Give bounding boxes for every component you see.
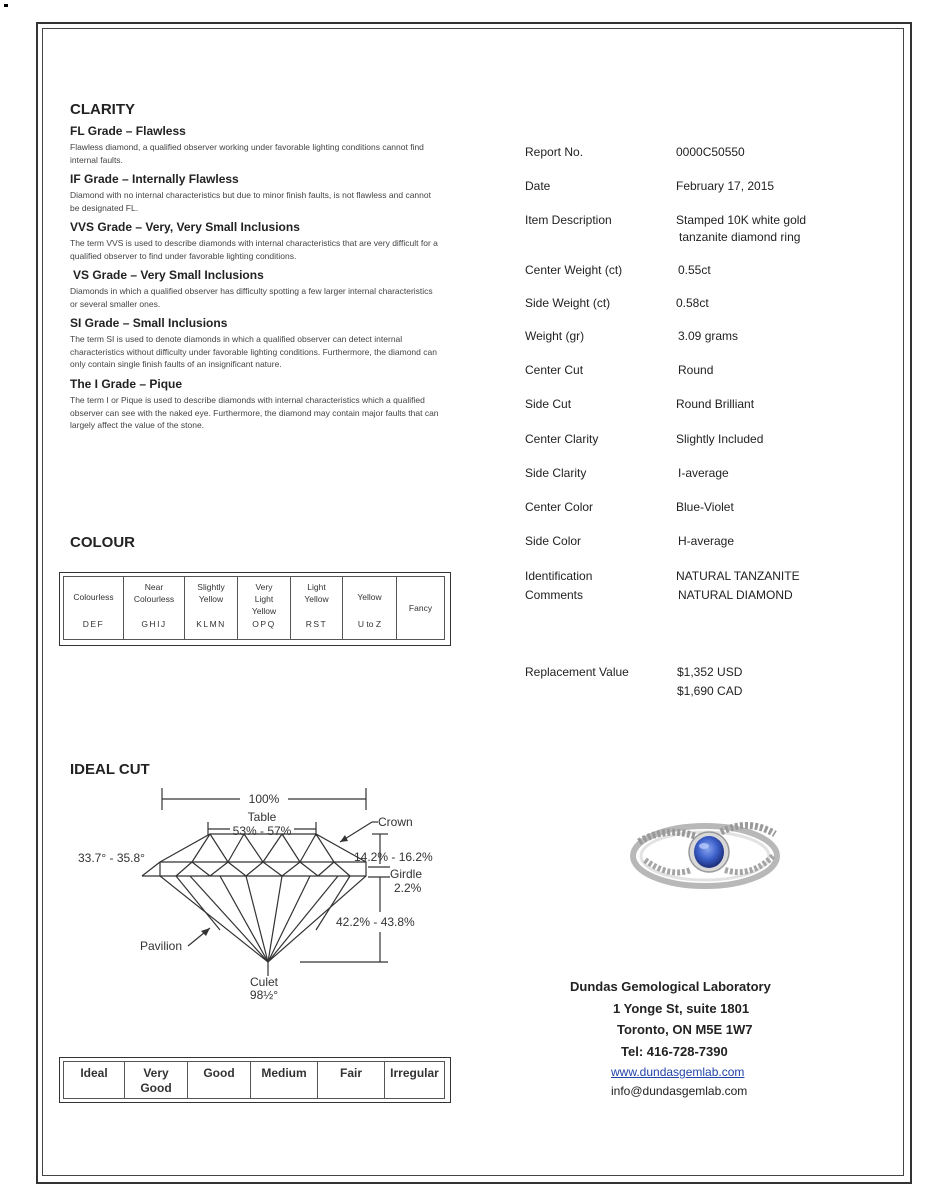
colour-cell bbox=[291, 577, 343, 639]
center-clarity-label: Center Clarity bbox=[525, 432, 599, 446]
report-no-value: 0000C50550 bbox=[676, 145, 745, 159]
item-description-value-2: tanzanite diamond ring bbox=[679, 230, 801, 244]
center-weight-label: Center Weight (ct) bbox=[525, 263, 623, 277]
colour-cell-letters: U to Z bbox=[357, 619, 382, 629]
diagram-culet-label: Culet bbox=[249, 975, 279, 989]
cut-grade-cell: Fair bbox=[318, 1062, 385, 1098]
lab-address-line-2: Toronto, ON M5E 1W7 bbox=[617, 1022, 753, 1037]
cut-grade-table bbox=[63, 1061, 445, 1099]
diagram-table-label: Table bbox=[247, 810, 277, 824]
date-label: Date bbox=[525, 179, 551, 193]
diagram-pavilion-depth: 42.2% - 43.8% bbox=[336, 915, 415, 929]
diagram-pavilion-label: Pavilion bbox=[140, 939, 183, 953]
colour-cell-label: Yellow bbox=[357, 592, 382, 602]
cut-grade-cell: Very Good bbox=[125, 1062, 188, 1098]
cut-grade-cell: Medium bbox=[251, 1062, 318, 1098]
grade-if-title: IF Grade – Internally Flawless bbox=[70, 172, 239, 186]
diagram-girdle-label: Girdle bbox=[390, 867, 423, 881]
colour-heading: COLOUR bbox=[70, 534, 135, 551]
clarity-heading: CLARITY bbox=[70, 101, 135, 118]
grade-if-desc: Diamond with no internal characteristics but due to minor finish faults, is not flawless and cannot be designated FL. bbox=[70, 190, 431, 213]
identification-value: NATURAL TANZANITE bbox=[676, 569, 800, 583]
weight-gr-value: 3.09 grams bbox=[678, 329, 739, 343]
side-weight-label: Side Weight (ct) bbox=[525, 296, 611, 310]
colour-cell-label: Light Yellow bbox=[304, 582, 329, 604]
diagram-girdle-value: 2.2% bbox=[394, 881, 422, 895]
colour-cell-letters: KLMN bbox=[196, 619, 226, 629]
colour-cell-letters: RST bbox=[305, 619, 328, 629]
side-cut-value: Round Brilliant bbox=[676, 397, 755, 411]
ideal-cut-heading: IDEAL CUT bbox=[70, 761, 150, 778]
colour-cell-label: Slightly Yellow bbox=[197, 582, 225, 604]
colour-cell-label: Fancy bbox=[408, 603, 433, 613]
lab-email: info@dundasgemlab.com bbox=[611, 1084, 748, 1098]
replacement-value-cad: $1,690 CAD bbox=[677, 684, 743, 698]
colour-cell bbox=[124, 577, 185, 639]
colour-scale-table bbox=[63, 576, 445, 640]
weight-gr-label: Weight (gr) bbox=[525, 329, 585, 343]
item-description-value: Stamped 10K white gold bbox=[676, 213, 807, 227]
side-clarity-label: Side Clarity bbox=[525, 466, 587, 480]
colour-cell-letters: DEF bbox=[82, 619, 105, 629]
side-clarity-value: I-average bbox=[678, 466, 729, 480]
colour-cell-letters: OPQ bbox=[252, 619, 276, 629]
scan-mark bbox=[4, 4, 8, 7]
side-color-value: H-average bbox=[678, 534, 735, 548]
item-description-label: Item Description bbox=[525, 213, 612, 227]
diamond-proportions-diagram bbox=[60, 780, 450, 1010]
colour-cell bbox=[343, 577, 397, 639]
lab-name: Dundas Gemological Laboratory bbox=[570, 979, 771, 994]
comments-label: Comments bbox=[525, 588, 584, 602]
grade-vs-desc: Diamonds in which a qualified observer has difficulty spotting a few larger internal characteristics or several smaller ones. bbox=[70, 286, 433, 309]
lab-phone: Tel: 416-728-7390 bbox=[621, 1044, 728, 1059]
identification-label: Identification bbox=[525, 569, 593, 583]
center-color-value: Blue-Violet bbox=[676, 500, 734, 514]
replacement-value-label: Replacement Value bbox=[525, 665, 629, 679]
diagram-crown-height: 14.2% - 16.2% bbox=[354, 850, 433, 864]
cut-grade-cell: Ideal bbox=[64, 1062, 125, 1098]
center-color-label: Center Color bbox=[525, 500, 594, 514]
center-clarity-value: Slightly Included bbox=[676, 432, 764, 446]
colour-cell-letters: GHIJ bbox=[141, 619, 167, 629]
cut-grade-cell: Irregular bbox=[390, 1066, 439, 1080]
grade-si-title: SI Grade – Small Inclusions bbox=[70, 316, 228, 330]
grade-vvs-desc: The term VVS is used to describe diamonds with internal characteristics that are very difficult for a qualified observer to find under favorable lighting conditions. bbox=[70, 238, 438, 261]
diagram-crown-angle: 33.7° - 35.8° bbox=[78, 851, 145, 865]
grade-vs-title: VS Grade – Very Small Inclusions bbox=[73, 268, 264, 282]
diagram-crown-label: Crown bbox=[378, 815, 413, 829]
replacement-value-usd: $1,352 USD bbox=[677, 665, 743, 679]
lab-website-link[interactable]: www.dundasgemlab.com bbox=[611, 1065, 745, 1079]
center-weight-value: 0.55ct bbox=[678, 263, 711, 277]
side-weight-value: 0.58ct bbox=[676, 296, 709, 310]
side-cut-label: Side Cut bbox=[525, 397, 572, 411]
date-value: February 17, 2015 bbox=[676, 179, 775, 193]
cut-grade-cell: Good bbox=[188, 1062, 251, 1098]
diagram-culet-angle: 98½° bbox=[249, 988, 279, 1002]
colour-cell bbox=[397, 577, 444, 639]
colour-cell-label: Very Light Yellow bbox=[251, 582, 277, 616]
colour-cell bbox=[185, 577, 238, 639]
colour-cell bbox=[64, 577, 124, 639]
side-color-label: Side Color bbox=[525, 534, 582, 548]
center-cut-label: Center Cut bbox=[525, 363, 584, 377]
identification-value-2: NATURAL DIAMOND bbox=[678, 588, 793, 602]
colour-cell-label: Colourless bbox=[73, 592, 114, 602]
colour-cell bbox=[238, 577, 291, 639]
report-no-label: Report No. bbox=[525, 145, 584, 159]
colour-cell-label: Near Colourless bbox=[133, 582, 175, 604]
grade-fl-title: FL Grade – Flawless bbox=[70, 124, 186, 138]
grade-i-desc: The term I or Pique is used to describe diamonds with internal characteristics which a qualified observer can see with the naked eye. Furthermore, the diamond may contain major faults that can largely affect the value of the stone. bbox=[70, 395, 439, 430]
ring-photo bbox=[625, 808, 785, 898]
lab-address-line-1: 1 Yonge St, suite 1801 bbox=[613, 1001, 750, 1016]
grade-fl-desc: Flawless diamond, a qualified observer working under favorable lighting conditions cannot find internal faults. bbox=[70, 142, 424, 165]
center-cut-value: Round bbox=[678, 363, 714, 377]
grade-vvs-title: VVS Grade – Very, Very Small Inclusions bbox=[70, 220, 300, 234]
diagram-table-range: 53% - 57% bbox=[232, 824, 292, 838]
grade-i-title: The I Grade – Pique bbox=[70, 377, 183, 391]
diagram-total-label: 100% bbox=[248, 792, 280, 806]
grade-si-desc: The term SI is used to denote diamonds in which a qualified observer can detect internal characteristics without difficulty under favorable lighting conditions. Furthermore, the diamond can only contain single finish faults of an insignificant nature. bbox=[70, 334, 437, 369]
